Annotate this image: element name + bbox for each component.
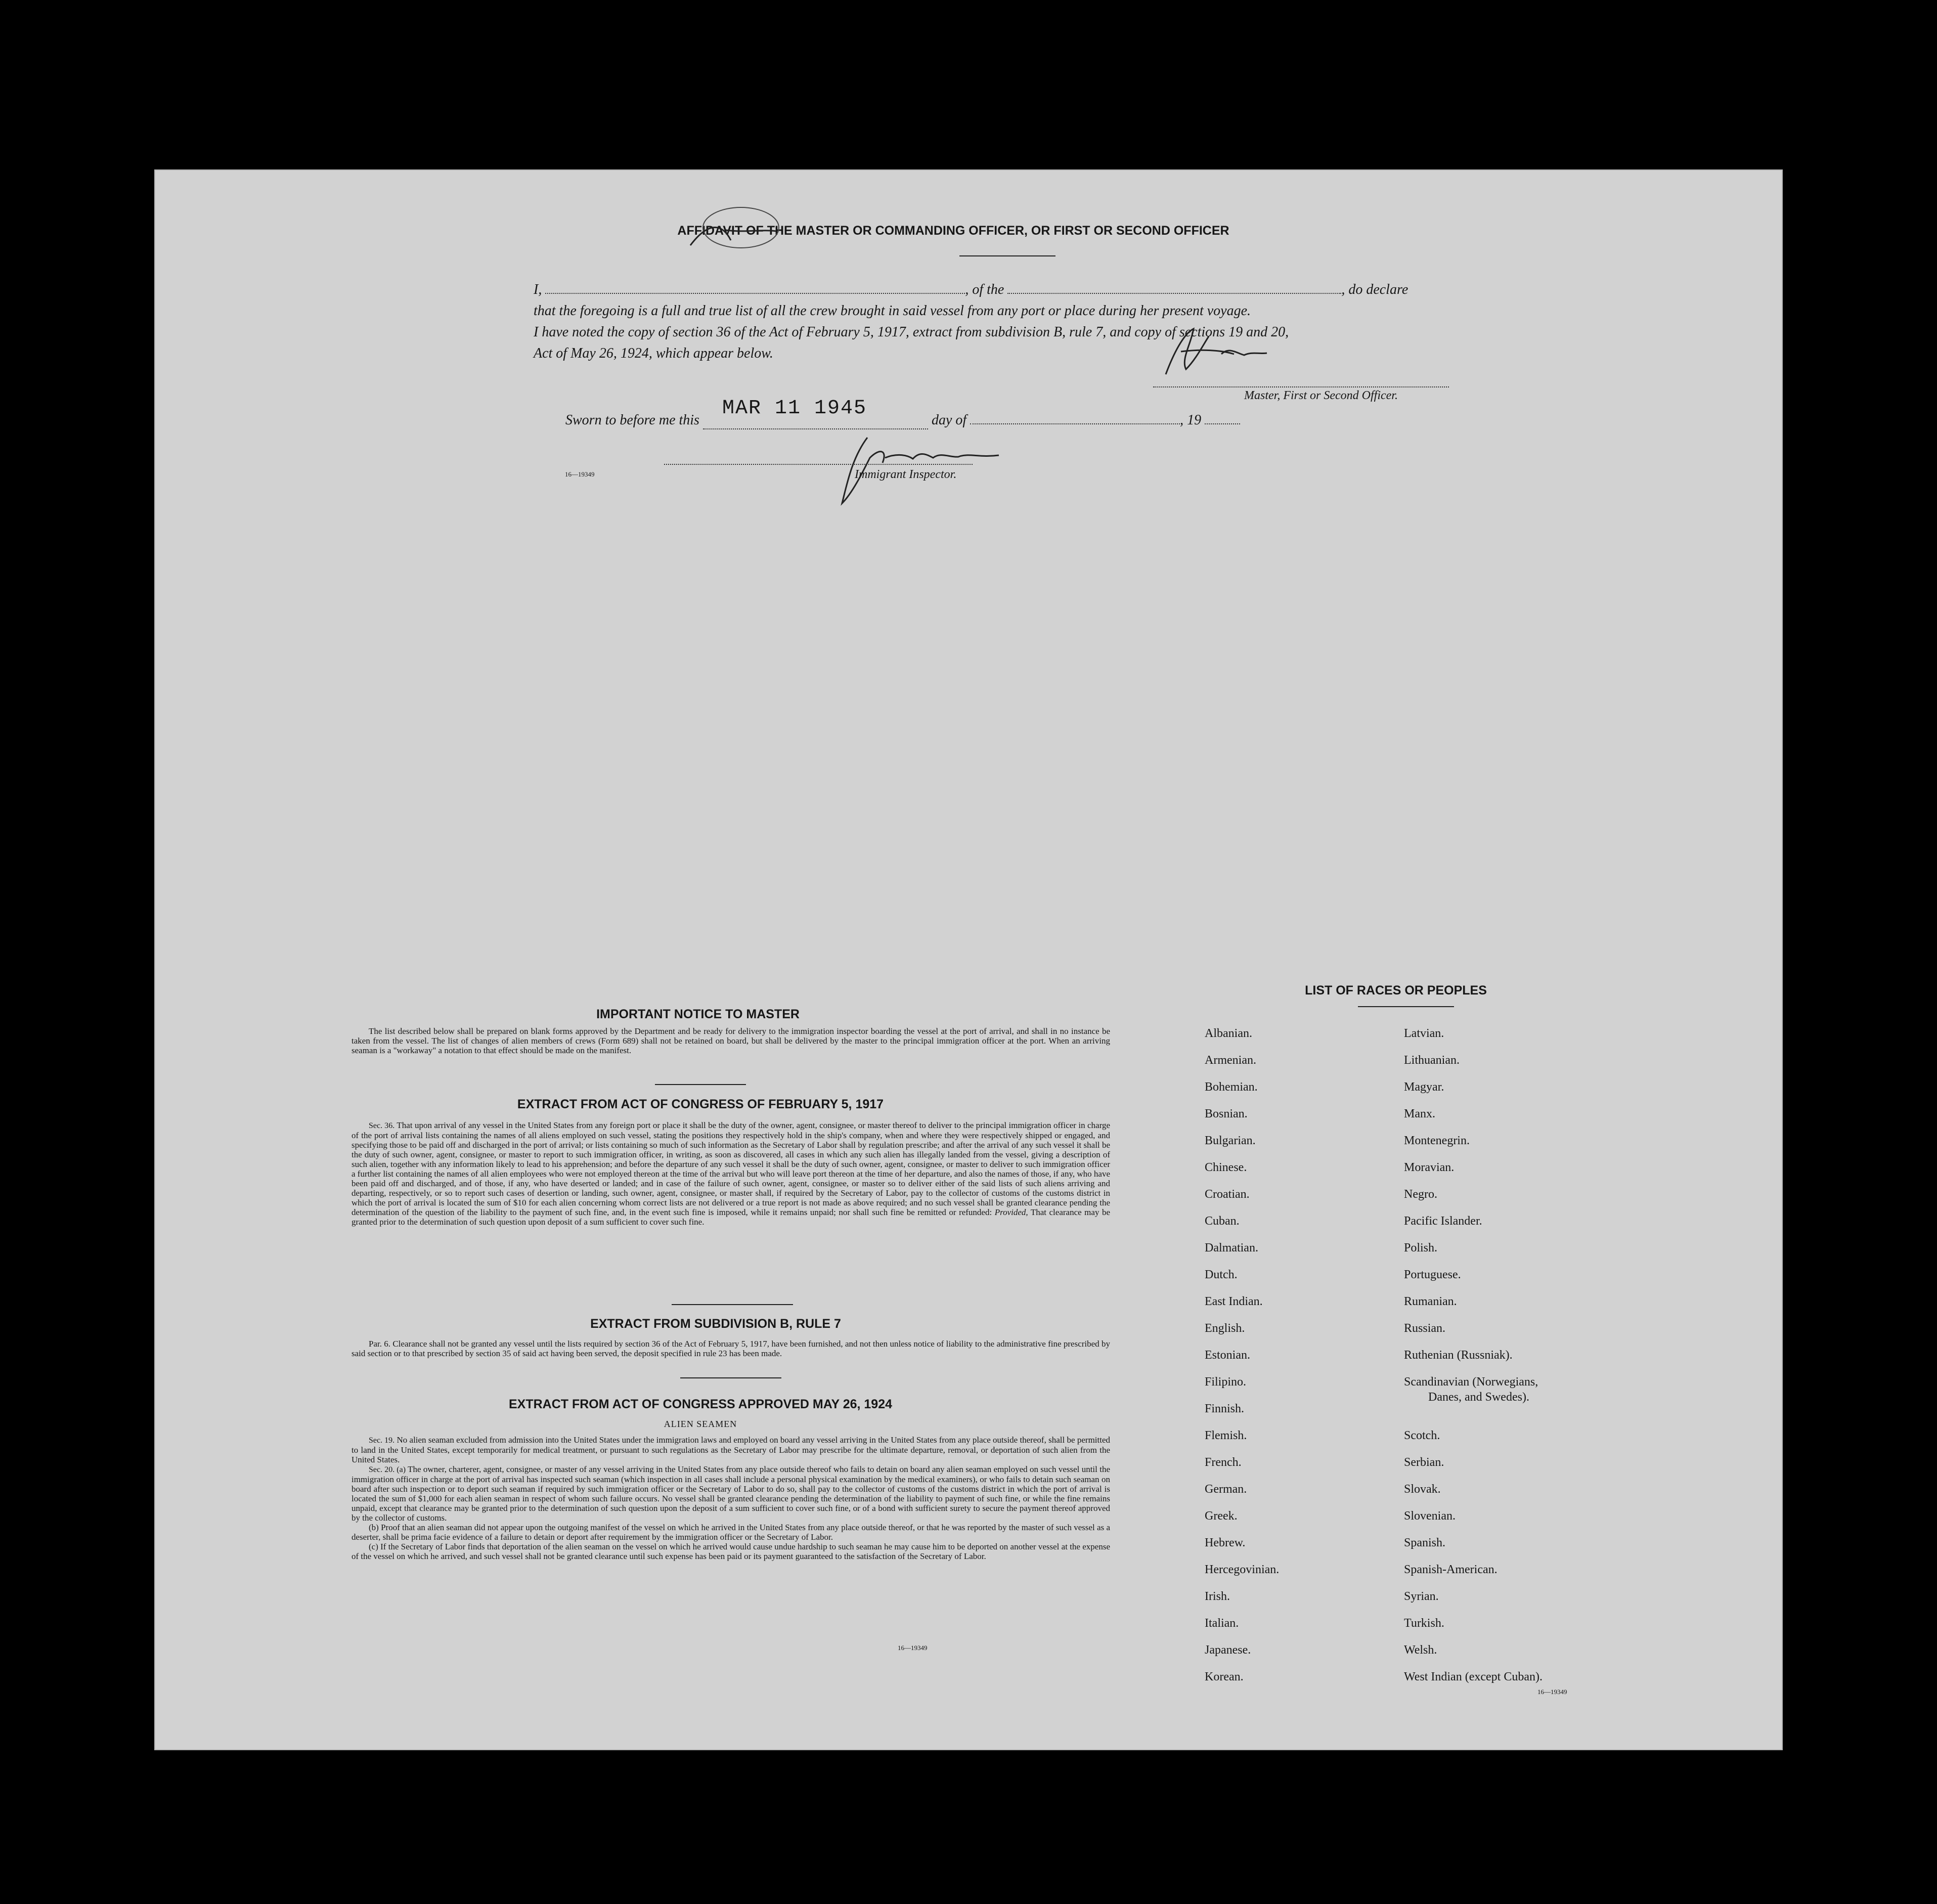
sec20b-paragraph: (b) Proof that an alien seaman did not appear upon the outgoing manifest of the vessel on which he arrived in the United States from any place outside thereof, or that he was reported by the master of such vessel as a deserter, shall be prima facie evidence of a failure to detain or deport after requirement by the immigration officer or the Secretary of Labor. — [351, 1523, 1110, 1542]
race-entry: Italian. — [1205, 1617, 1239, 1630]
affidavit-line-3: I have noted the copy of section 36 of the Act of February 5, 1917, extract from subdivision B, rule 7, and copy of sections 19 and 20, — [534, 324, 1289, 340]
race-entry: Montenegrin. — [1404, 1134, 1470, 1147]
sec36-text: That upon arrival of any vessel in the United States from any foreign port or place it shall be the duty of the owner, agent, consignee, or master thereof to deliver to the principal immigration officer in charge of the port of arrival lists containing the names of all aliens employed on such vessel, stating the positions they respectively hold in the ship's company, when and where they were respectively shipped or engaged, and specifying those to be paid off and discharged in the port of arrival; or lists containing so much of such information as the Secretary of Labor shall by regulation prescribe; and after the arrival of any such vessel it shall be the duty of such owner, agent, consignee, or master to report to such immigration officer, in writing, as soon as discovered, all cases in which any such alien has illegally landed from the vessel, giving a description of such alien, together with any information likely to lead to his apprehension; and before the departure of any such vessel it shall be the duty of such owner, agent, consignee, or master to deliver to such immigration officer a further list containing the names of all alien employees who were not employed thereon at the time of the arrival but who will leave port thereon at the time of her departure, and also the names of those, if any, who have been paid off and discharged, and of those, if any, who have deserted or landed; and in case of the failure of such owner, agent, consignee, or master so to deliver either of the said lists of such aliens arriving and departing, respectively, or so to report such cases of desertion or landing, such owner, agent, consignee, or master shall, if required by the Secretary of Labor, pay to the collector of customs of the customs district in which the port of arrival is located the sum of $10 for each alien concerning whom correct lists are not delivered or a true report is not made as above required; and no such vessel shall be granted clearance pending the determination of the question of the liability to the payment of such fine, and, in the event such fine is imposed, while it remains unpaid; nor shall such fine be remitted or refunded: — [351, 1120, 1110, 1217]
race-entry: Polish. — [1404, 1241, 1438, 1254]
divider — [1358, 1006, 1454, 1007]
race-entry: Filipino. — [1205, 1375, 1247, 1389]
race-entry: Armenian. — [1205, 1054, 1256, 1067]
extract-1917-heading: EXTRACT FROM ACT OF CONGRESS OF FEBRUARY 5, 1917 — [517, 1097, 884, 1111]
extract-1924-body — [351, 1435, 1110, 1561]
races-form-number: 16—19349 — [1537, 1688, 1567, 1696]
binder-hole — [1817, 212, 1839, 234]
binder-hole — [1817, 706, 1839, 728]
sec19-text: No alien seaman excluded from admission into the United States under the immigration laws and employed on board any vessel arriving in the United States from any place outside thereof, shall be permitted to land in the United States, except temporarily for medical treatment, or pursuant to such regulations as the Secretary of Labor may prescribe for the ultimate departure, removal, or deportation of such alien from the United States. — [351, 1435, 1111, 1464]
divider — [655, 1084, 746, 1085]
officer-signature — [1146, 324, 1277, 379]
race-entry: Ruthenian (Russniak). — [1404, 1349, 1513, 1362]
divider — [959, 255, 1055, 256]
inspector-caption: Immigrant Inspector. — [855, 468, 957, 481]
race-entry: Croatian. — [1205, 1188, 1250, 1201]
race-entry: Korean. — [1205, 1670, 1244, 1683]
race-entry: German. — [1205, 1483, 1247, 1496]
officer-signature-line — [1153, 386, 1449, 387]
race-entry: Slovenian. — [1404, 1509, 1456, 1523]
sec19-label: Sec. 19. — [369, 1436, 395, 1445]
race-entry: Negro. — [1404, 1188, 1437, 1201]
race-entry: Serbian. — [1404, 1456, 1444, 1469]
sec20a-label: Sec. 20. (a) — [369, 1465, 406, 1474]
race-entry: Welsh. — [1404, 1643, 1437, 1657]
document-sheet — [154, 169, 1783, 1750]
race-entry: Albanian. — [1205, 1027, 1252, 1040]
race-entry: English. — [1205, 1322, 1245, 1335]
race-entry: Russian. — [1404, 1322, 1446, 1335]
race-entry: Portuguese. — [1404, 1268, 1461, 1281]
affidavit-of-the-label: , of the — [965, 282, 1004, 297]
race-entry: Latvian. — [1404, 1027, 1444, 1040]
sec19-paragraph — [351, 1435, 1110, 1464]
sworn-month-field — [970, 423, 1180, 424]
sworn-date-stamp: MAR 11 1945 — [722, 397, 867, 420]
extract-rule7-heading: EXTRACT FROM SUBDIVISION B, RULE 7 — [590, 1317, 841, 1331]
binder-hole — [1817, 257, 1839, 280]
race-entry: Chinese. — [1205, 1161, 1247, 1174]
extract-1924-heading: EXTRACT FROM ACT OF CONGRESS APPROVED MAY 26, 1924 — [508, 1397, 893, 1411]
binder-hole — [1817, 1539, 1839, 1562]
race-entry: Hercegovinian. — [1205, 1563, 1280, 1576]
race-entry: Lithuanian. — [1404, 1054, 1460, 1067]
race-entry: Greek. — [1205, 1509, 1238, 1523]
race-entry: Irish. — [1205, 1590, 1230, 1603]
race-entry: French. — [1205, 1456, 1242, 1469]
binder-hole — [1817, 1230, 1839, 1252]
race-entry: Slovak. — [1404, 1483, 1441, 1496]
race-entry: Flemish. — [1205, 1429, 1247, 1442]
race-entry: Danes, and Swedes). — [1428, 1391, 1529, 1404]
race-entry: Syrian. — [1404, 1590, 1439, 1603]
binder-hole — [1817, 1151, 1839, 1174]
notice-body: The list described below shall be prepared on blank forms approved by the Department and be ready for delivery to the immigration inspector boarding the vessel at the port of arrival, and shall in no instance be taken from the vessel. The list of changes of alien members of crews (Form 689) shall not be retained on board, but shall be delivered by the master to the principal immigration officer at the port. When an arriving seaman is a "workaway" a notation to that effect should be made on the manifest. — [351, 1026, 1110, 1055]
race-entry: Hebrew. — [1205, 1536, 1246, 1549]
race-entry: Bulgarian. — [1205, 1134, 1256, 1147]
sworn-day-of: day of — [931, 412, 967, 428]
extract-rule7-body: Par. 6. Clearance shall not be granted any vessel until the lists required by section 36 of the Act of February 5, 1917, have been furnished, and not then unless notice of liability to the administrative fine prescribed by said section or to that prescribed by section 35 of said act having been served, the deposit specified in rule 23 has been made. — [351, 1339, 1110, 1358]
proviso-text: That clearance may be granted prior to the determination of such question upon deposit of a sum sufficient to cover such fine. — [351, 1207, 1110, 1227]
affidavit-line-4: Act of May 26, 1924, which appear below. — [534, 345, 773, 361]
binder-hole — [1817, 1460, 1839, 1482]
race-entry: Magyar. — [1404, 1080, 1444, 1094]
race-entry: Estonian. — [1205, 1349, 1250, 1362]
race-entry: Scandinavian (Norwegians, — [1404, 1375, 1538, 1389]
signature-caption: Master, First or Second Officer. — [1244, 389, 1398, 402]
affidavit-i-label: I, — [534, 282, 542, 297]
races-heading: LIST OF RACES OR PEOPLES — [1305, 983, 1487, 998]
race-entry: Dalmatian. — [1205, 1241, 1258, 1254]
proviso-label: Provided, — [994, 1207, 1028, 1217]
sec20c-paragraph: (c) If the Secretary of Labor finds that deportation of the alien seaman on the vessel on which he arrived would cause undue hardship to such seaman he may cause him to be deported on another vessel at the expense of the vessel on which he arrived, and such vessel shall not be granted clearance until such expense has been paid or its payment guaranteed to the satisfaction of the Secretary of Labor. — [351, 1542, 1110, 1561]
race-entry: Pacific Islander. — [1404, 1215, 1482, 1228]
affidavit-declaration-line — [534, 282, 1646, 298]
affidavit-do-declare-label: , do declare — [1341, 282, 1408, 297]
sec36-label: Sec. 36. — [369, 1121, 395, 1130]
race-entry: Moravian. — [1404, 1161, 1455, 1174]
race-entry: Bosnian. — [1205, 1107, 1248, 1120]
race-entry: Spanish. — [1404, 1536, 1446, 1549]
alien-seamen-subheading: ALIEN SEAMEN — [664, 1419, 737, 1429]
race-entry: Scotch. — [1404, 1429, 1440, 1442]
binder-hole — [1817, 309, 1839, 331]
race-entry: Rumanian. — [1404, 1295, 1457, 1308]
race-entry: Japanese. — [1205, 1643, 1251, 1657]
sec20a-text: The owner, charterer, agent, consignee, or master of any vessel arriving in the United States from any place outside thereof who fails to detain on board any alien seaman employed on such vessel until the immigration officer in charge at the port of arrival has inspected such seaman (which inspection in all cases shall include a personal physical examination by the medical examiners), or who fails to detain such seaman on board after such inspection or to deport such seaman if required by such immigration officer or the Secretary of Labor to do so, shall pay to the collector of customs of the customs district in which the port of arrival is located the sum of $1,000 for each alien seaman in respect of whom such failure occurs. No vessel shall be granted clearance pending the determination of the liability to payment of such fine, or while the fine remains unpaid, except that clearance may be granted prior to the determination of such question upon the deposit of a sum sufficient to cover such fine, or of a bond with sufficient surety to secure the payment thereof approved by the collector of customs. — [351, 1464, 1110, 1523]
sec20a-paragraph — [351, 1464, 1110, 1523]
binder-hole — [1817, 632, 1839, 655]
races-right-column — [1404, 1026, 1543, 1696]
divider — [680, 1377, 781, 1378]
divider — [672, 1304, 793, 1305]
race-entry: Bohemian. — [1205, 1080, 1258, 1094]
sworn-prefix: Sworn to before me this — [565, 412, 699, 428]
affidavit-form-number: 16—19349 — [565, 470, 595, 478]
approval-initials — [675, 205, 786, 261]
race-entry: Turkish. — [1404, 1617, 1444, 1630]
vessel-name-field — [1007, 293, 1341, 294]
notice-heading: IMPORTANT NOTICE TO MASTER — [596, 1007, 800, 1021]
race-entry: East Indian. — [1205, 1295, 1263, 1308]
sworn-year-field — [1205, 423, 1240, 424]
extract-1917-body — [351, 1120, 1110, 1227]
affidavit-title: AFFIDAVIT OF THE MASTER OR COMMANDING OFFICER, OR FIRST OR SECOND OFFICER — [677, 224, 1229, 238]
sworn-year-prefix: , 19 — [1180, 412, 1202, 428]
sworn-line — [565, 397, 1425, 429]
race-entry: West Indian (except Cuban). — [1404, 1670, 1543, 1683]
extracts-form-number: 16—19349 — [898, 1644, 928, 1652]
race-entry: Dutch. — [1205, 1268, 1238, 1281]
races-left-column — [1205, 1026, 1279, 1696]
sworn-day-field — [703, 397, 928, 429]
race-entry: Manx. — [1404, 1107, 1435, 1120]
affidavit-line-2: that the foregoing is a full and true list of all the crew brought in said vessel from any port or place during her present voyage. — [534, 303, 1251, 319]
race-entry: Cuban. — [1205, 1215, 1240, 1228]
race-entry: Spanish-American. — [1404, 1563, 1498, 1576]
binder-hole — [1817, 396, 1839, 418]
race-entry: Finnish. — [1205, 1402, 1245, 1415]
master-name-field — [545, 293, 965, 294]
